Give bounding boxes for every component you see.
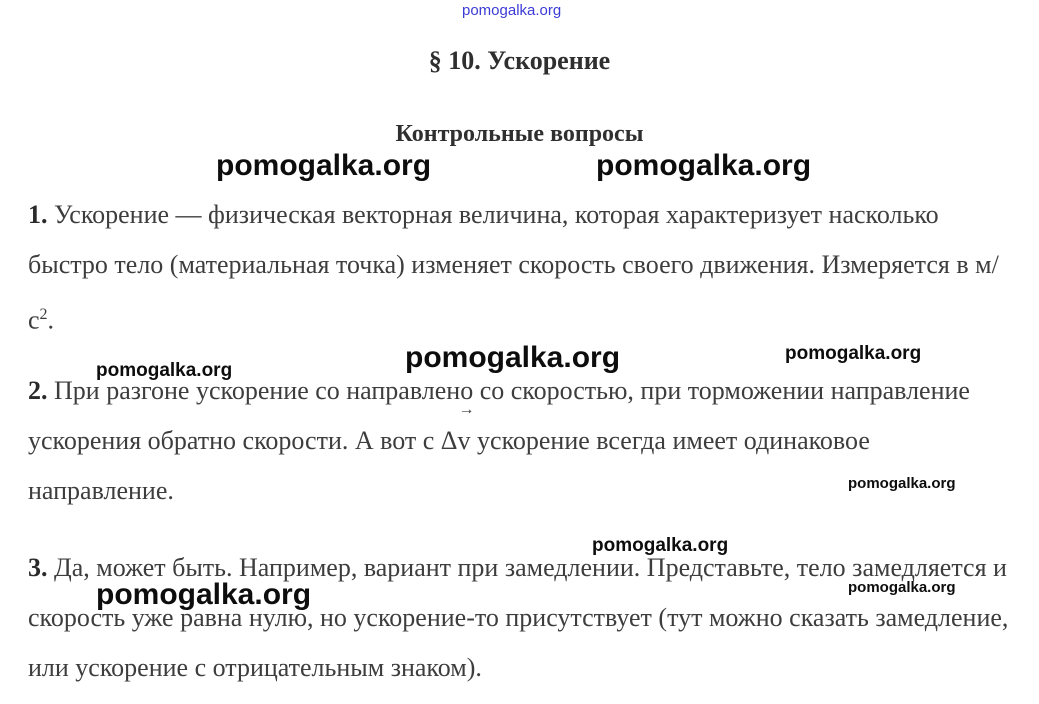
watermark-bottom-left: pomogalka.org (96, 578, 312, 611)
answer-1 (28, 190, 1018, 346)
answer-number: 1. (28, 200, 48, 229)
answer-2 (28, 366, 1018, 516)
answer-text: Да, может быть. Например, вариант при замедлении. Представьте, тело замедляется и скорость уже равна нулю, но ускорение-то присутствует (тут можно сказать замедление, или ускорение с отрицательным знаком). (28, 553, 1009, 682)
watermark-mid-center: pomogalka.org (405, 341, 621, 374)
subtitle: Контрольные вопросы (395, 121, 644, 147)
answer-number: 3. (28, 553, 48, 582)
answer-text: Ускорение — физическая векторная величина, которая характеризует насколько быстро тело (материальная точка) изменяет скорость своего движения. Измеряется в м/с (28, 200, 999, 335)
watermark-small-right-2: pomogalka.org (848, 579, 956, 596)
watermark-mid-right: pomogalka.org (785, 343, 922, 364)
watermark-large-right: pomogalka.org (596, 149, 812, 182)
section-title: § 10. Ускорение (428, 46, 611, 75)
watermark-large-left: pomogalka.org (216, 149, 432, 182)
answer-text-end: ускорение всегда имеет одинаковое направление. (28, 426, 870, 505)
vector-v (457, 401, 475, 466)
vector-letter: v (457, 426, 471, 455)
watermark-mid-left: pomogalka.org (96, 360, 233, 381)
watermark-top: pomogalka.org (462, 2, 562, 19)
watermark-small-center: pomogalka.org (592, 535, 729, 556)
answer-text-end: . (47, 305, 55, 335)
answer-text: При разгоне ускорение со направлено со скоростью, при торможении направление ускорения обратно скорости. А вот с Δ (28, 376, 970, 455)
watermark-small-right-1: pomogalka.org (848, 475, 956, 492)
superscript: 2 (39, 306, 48, 323)
vector-arrow: → (458, 401, 475, 418)
answer-number: 2. (28, 376, 48, 405)
answer-3 (28, 543, 1018, 693)
